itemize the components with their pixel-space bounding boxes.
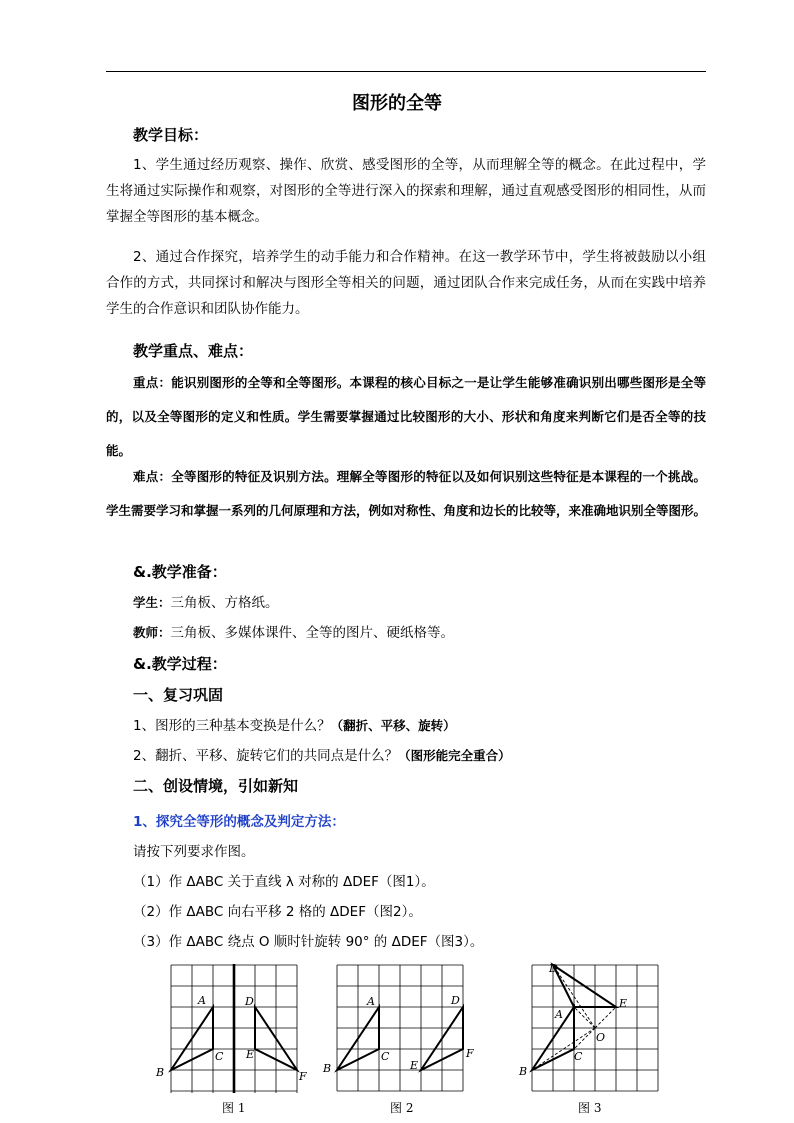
difficulty-text: 全等图形的特征及识别方法。理解全等图形的特征以及如何识别这些特征是本课程的一个挑战。学生需要学习和掌握一系列的几何原理和方法，例如对称性、角度和边长的比较等，来准确地识别全等图形。 xyxy=(106,469,707,518)
teacher-prep xyxy=(133,621,454,645)
objective-item-2: 2、通过合作探究，培养学生的动手能力和合作精神。在这一教学环节中，学生将被鼓励以小组合作的方式，共同探讨和解决与图形全等相关的问题，通过团队合作来完成任务，从而在实践中培养学生的合作意识和团队协作能力。 xyxy=(106,249,706,317)
figure-2 xyxy=(320,962,480,1097)
review-q1 xyxy=(133,714,456,738)
q2-text: 2、翻折、平移、旋转它们的共同点是什么？ xyxy=(133,748,399,764)
label-c: C xyxy=(381,1050,390,1063)
caption-2: 图 2 xyxy=(390,1101,414,1115)
task-1: （1）作 ΔABC 关于直线 λ 对称的 ΔDEF（图1）。 xyxy=(133,874,435,890)
task-3: （3）作 ΔABC 绕点 O 顺时针旋转 90° 的 ΔDEF（图3）。 xyxy=(133,934,484,950)
label-e: E xyxy=(619,997,628,1010)
label-a: A xyxy=(367,995,375,1008)
teacher-label: 教师： xyxy=(133,625,171,640)
preparation-heading: &.教学准备： xyxy=(133,563,227,581)
q1-text: 1、图形的三种基本变换是什么？ xyxy=(133,718,331,734)
process-heading: &.教学过程： xyxy=(133,655,227,673)
objective-item-1: 1、学生通过经历观察、操作、欣赏、感受图形的全等，从而理解全等的概念。在此过程中，学生将通过实际操作和观察，对图形的全等进行深入的探索和理解，通过直观感受图形的相同性，从而掌握全等图形的基本概念。 xyxy=(106,157,706,225)
figure-3 xyxy=(515,962,665,1097)
label-d: D xyxy=(549,962,558,975)
label-d: D xyxy=(245,995,254,1008)
difficulty-label: 难点： xyxy=(133,469,172,484)
instruction: 请按下列要求作图。 xyxy=(133,844,255,860)
label-o: O xyxy=(596,1031,606,1044)
objectives-heading: 教学目标： xyxy=(133,126,209,144)
grid-2 xyxy=(337,965,463,1091)
focus-text: 能识别图形的全等和全等图形。本课程的核心目标之一是让学生能够准确识别出哪些图形是全等的，以及全等图形的定义和性质。学生需要掌握通过比较图形的大小、形状和角度来判断它们是否全等的技能。 xyxy=(106,375,706,458)
label-f: F xyxy=(466,1047,474,1060)
label-b: B xyxy=(156,1066,165,1079)
label-b: B xyxy=(323,1062,332,1075)
difficulty-paragraph xyxy=(106,460,706,528)
a1-text: （翻折、平移、旋转） xyxy=(330,718,456,733)
label-b: B xyxy=(519,1065,528,1078)
student-prep xyxy=(133,591,279,615)
figure-1 xyxy=(150,962,310,1097)
focus-paragraph xyxy=(106,366,706,468)
a2-text: （图形能完全重合） xyxy=(398,748,511,763)
label-e: E xyxy=(410,1059,419,1072)
review-q2 xyxy=(133,744,511,768)
label-a: A xyxy=(555,1008,563,1021)
teacher-text: 三角板、多媒体课件、全等的图片、硬纸格等。 xyxy=(170,625,455,641)
key-points-heading: 教学重点、难点： xyxy=(133,342,254,360)
caption-3: 图 3 xyxy=(578,1101,602,1115)
page-title: 图形的全等 xyxy=(352,93,442,114)
label-c: C xyxy=(574,1050,583,1063)
label-e: E xyxy=(246,1048,255,1061)
label-c: C xyxy=(215,1050,224,1063)
review-heading: 一、复习巩固 xyxy=(133,686,224,704)
explore-heading: 1、探究全等形的概念及判定方法： xyxy=(133,814,345,830)
label-a: A xyxy=(198,994,206,1007)
scenario-heading: 二、创设情境，引如新知 xyxy=(133,777,299,795)
label-d: D xyxy=(451,994,460,1007)
header-rule xyxy=(106,71,706,72)
task-2: （2）作 ΔABC 向右平移 2 格的 ΔDEF（图2）。 xyxy=(133,904,422,920)
student-label: 学生： xyxy=(133,595,171,610)
focus-label: 重点： xyxy=(133,375,172,390)
caption-1: 图 1 xyxy=(222,1101,246,1115)
label-f: F xyxy=(299,1070,307,1083)
student-text: 三角板、方格纸。 xyxy=(170,595,279,611)
